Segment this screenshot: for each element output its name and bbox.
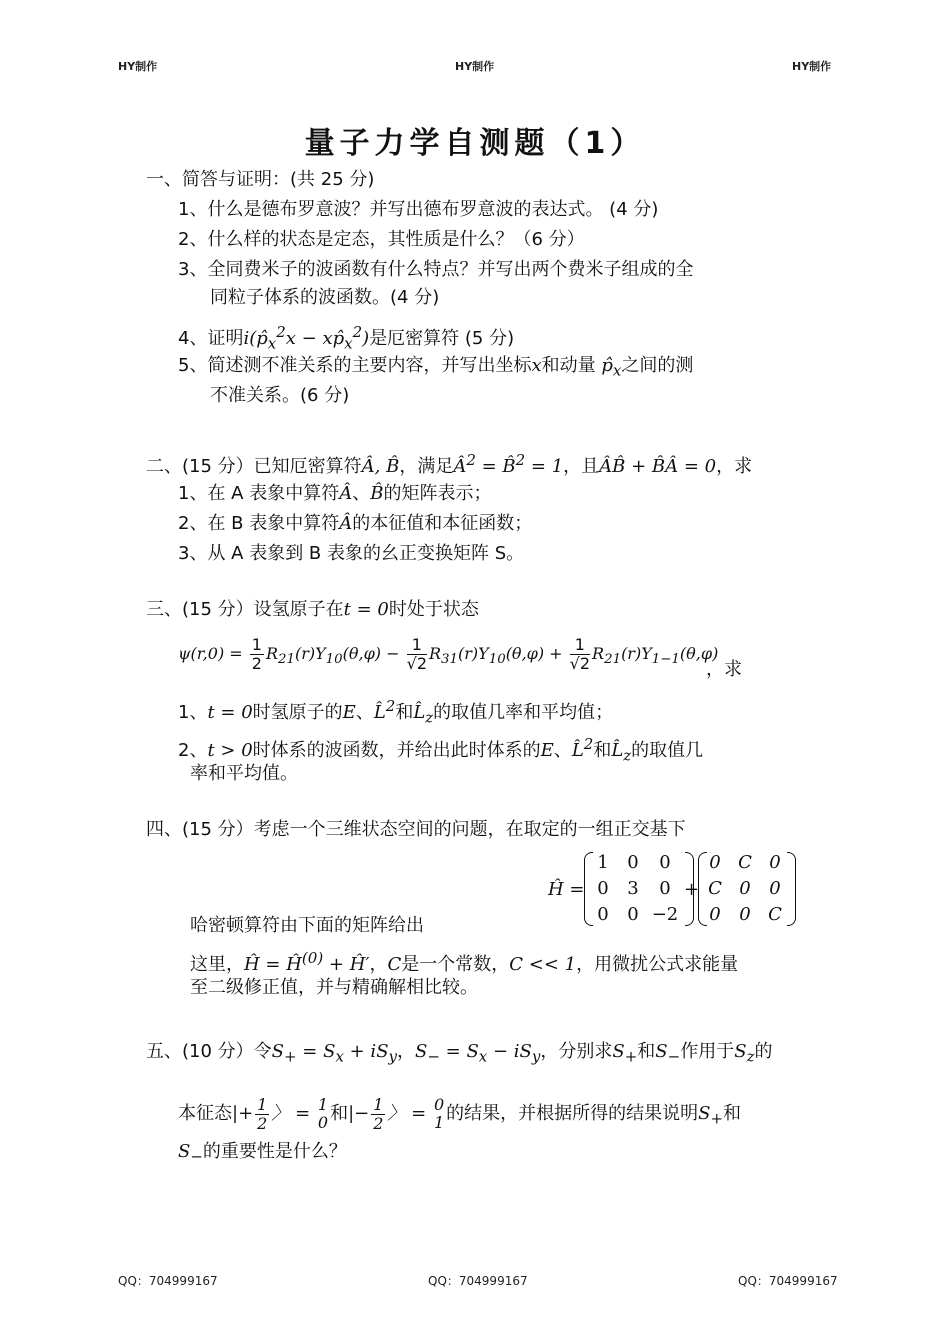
header-left: HY制作 (118, 60, 158, 73)
section4-heading: 四、(15 分）考虑一个三维状态空间的问题，在取定的一组正交基下 (146, 819, 686, 840)
s1-q3-line2: 同粒子体系的波函数。(4 分) (210, 287, 440, 308)
plus-sign: + (684, 879, 700, 900)
ket-minus-half: |− $\frac{1}{2}$ 〉 = 0 1 (348, 1094, 445, 1133)
s3-tail: ，求 (706, 659, 742, 680)
s3-q1-text-e: 的取值几率和平均值； (433, 702, 614, 723)
ket-plus-half: |+ $\frac{1}{2}$ 〉 = 1 0 (232, 1094, 329, 1133)
s3-wavefunction: ψ(r,0) = $\frac{1}{2}$ $R_{21}(r)Y_{10}(\theta,\varphi)$ − $\frac{1}{√2}$ $R_{31}(r)Y_{10}(\theta,\varphi)$ + $\frac{1}{√2}$ $R_{21}(r)Y_{1-1}(\theta,\varphi)$ (178, 635, 719, 673)
header-center: HY制作 (455, 60, 495, 73)
s1-q3-line1: 3、全同费米子的波函数有什么特点？并写出两个费米子组成的全 (178, 259, 694, 280)
s4-text-c1: 这里， (190, 954, 244, 975)
s5-text-h: 和 (330, 1103, 349, 1124)
s1-q5-line2: 不准关系。(6 分) (210, 385, 350, 406)
s3-q2-text-c: 、 (553, 740, 572, 761)
section1-heading: 一、简答与证明：(共 25 分) (146, 169, 375, 190)
s4-text-c3: 是一个常数， (401, 954, 510, 975)
s3-q2-text-e: 的取值几 (631, 740, 704, 761)
s5-text-i: 的结果，并根据所得的结果说明 (446, 1103, 699, 1124)
matrix-perturbation-cell: 0 (709, 904, 721, 925)
matrix-perturbation-cell: C (768, 904, 782, 925)
matrix-perturbation-cell: 0 (769, 878, 781, 899)
footer-left: QQ：704999167 (118, 1274, 218, 1288)
s2-q1: 1、在 A 表象中算符Â、B̂的矩阵表示； (178, 483, 492, 504)
s3-q1-text-a: 1、 (178, 702, 208, 723)
s2-q1-text-b: 、 (352, 483, 371, 504)
s5-text-d: 和 (637, 1041, 656, 1062)
s2-text-a: 二、(15 分）已知厄密算符 (146, 456, 362, 477)
s3-q2-text-d: 和 (593, 740, 612, 761)
s3-q1-text-d: 和 (395, 702, 414, 723)
s1-q5-line1: 5、简述测不准关系的主要内容，并写出坐标x和动量 $p̂_x$之间的测 (178, 355, 694, 380)
hamiltonian-symbol: Ĥ = (548, 879, 585, 900)
matrix-perturbation-cell: C (708, 878, 722, 899)
footer-right: QQ：704999167 (738, 1274, 838, 1288)
s5-text-e: 作用于 (680, 1041, 735, 1062)
footer-center: QQ：704999167 (428, 1274, 528, 1288)
section2-heading: 二、(15 分）已知厄密算符Â, B̂，满足$Â^2$ = B̂$^2$ = 1，且ÂB̂ + B̂Â = 0，求 (146, 451, 753, 477)
s3-q2-text-a: 2、 (178, 740, 208, 761)
matrix-perturbation-cell: 0 (739, 878, 751, 899)
s3-text-a: 三、(15 分）设氢原子在 (146, 599, 344, 620)
s2-q2-text-b: 的本征值和本征函数； (352, 513, 533, 534)
s5-text-g: 本征态 (178, 1103, 232, 1124)
s3-q1: 1、t = 0时氢原子的E、L̂$^2$和$L̂_z$的取值几率和平均值； (178, 697, 614, 727)
s1-q2: 2、什么样的状态是定态，其性质是什么？（6 分） (178, 229, 585, 250)
matrix-perturbation-cell: C (738, 852, 752, 873)
matrix-h0-cell: 0 (627, 904, 639, 925)
s1-q5-text-b: 和动量 (541, 355, 596, 376)
matrix-perturbation-cell: 0 (709, 852, 721, 873)
s3-text-b: 时处于状态 (388, 599, 479, 620)
s1-q4 (178, 320, 514, 356)
s1-q4-text-a: 4、证明 (178, 328, 244, 349)
s2-q2-text-a: 2、在 B 表象中算符 (178, 513, 340, 534)
s5-text-k: 的重要性是什么？ (202, 1141, 347, 1162)
s3-q2-line2: 率和平均值。 (190, 763, 298, 784)
section3-heading: 三、(15 分）设氢原子在t = 0时处于状态 (146, 599, 479, 620)
matrix-h0-cell: 0 (597, 904, 609, 925)
s3-q2-line1: 2、t > 0时体系的波函数，并给出此时体系的E、L̂$^2$和$L̂_z$的取值几 (178, 735, 704, 765)
s2-text-b: ，满足 (399, 456, 454, 477)
matrix-h0-cell: −2 (651, 904, 679, 925)
header-right: HY制作 (792, 60, 832, 73)
matrix-perturbation-cell: 0 (769, 852, 781, 873)
s1-q5-text-c: 之间的测 (621, 355, 694, 376)
matrix-perturbation (698, 852, 796, 924)
s5-text-b: ， (397, 1041, 416, 1062)
s2-text-d: ，求 (716, 456, 753, 477)
matrix-h0-cell: 0 (627, 852, 639, 873)
s5-text-a: 五、(10 分）令 (146, 1041, 272, 1062)
matrix-h0-cell: 0 (659, 852, 671, 873)
s5-text-j: 和 (723, 1103, 742, 1124)
s5-text-f: 的 (754, 1041, 773, 1062)
s2-q1-text-a: 1、在 A 表象中算符 (178, 483, 340, 504)
s3-q2-text-b: 时体系的波函数，并给出此时体系的 (252, 740, 541, 761)
s2-q3: 3、从 A 表象到 B 表象的幺正变换矩阵 S。 (178, 543, 525, 564)
s4-line4: 至二级修正值，并与精确解相比较。 (190, 977, 478, 998)
s5-line2: 本征态|+ $\frac{1}{2}$ 〉 = 1 0 和|− $\frac{1}{2}$ 〉 = 0 1 的结果，并根据所得的结果说明$S_+$和 (178, 1090, 741, 1146)
s1-q5-text-a: 5、简述测不准关系的主要内容，并写出坐标 (178, 355, 532, 376)
s2-text-c: ，且 (563, 456, 600, 477)
s1-q4-formula: $i(p̂_x^2x$ − $xp̂_x^2$) (243, 323, 370, 353)
s5-line3: $S_-$的重要性是什么？ (178, 1141, 347, 1166)
s4-line3: 这里，Ĥ = $Ĥ^{(0)}$ + Ĥ′，C是一个常数，C << 1，用微扰公式求能量 (190, 949, 739, 975)
s5-text-c: ，分别求 (540, 1041, 613, 1062)
s1-q4-text-b: 是厄密算符 (5 分) (369, 328, 515, 349)
matrix-h0-cell: 0 (659, 878, 671, 899)
s3-q1-text-c: 、 (355, 702, 374, 723)
s2-q2: 2、在 B 表象中算符Â的本征值和本征函数； (178, 513, 533, 534)
matrix-h0 (584, 852, 694, 924)
s1-q1: 1、什么是德布罗意波？并写出德布罗意波的表达式。 (4 分) (178, 199, 659, 220)
page-title: 量子力学自测题（1） (304, 126, 646, 161)
s3-q1-text-b: 时氢原子的 (252, 702, 343, 723)
s2-q1-text-c: 的矩阵表示； (383, 483, 492, 504)
s4-line2: 哈密顿算符由下面的矩阵给出 (190, 915, 424, 936)
section5-heading: 五、(10 分）令$S_+ = S_x + iS_y$，$S_- = S_x - iS_y$，分别求$S_+$和$S_-$作用于$S_z$的 (146, 1041, 773, 1066)
s4-text-c4: ，用微扰公式求能量 (576, 954, 739, 975)
matrix-h0-cell: 3 (627, 878, 639, 899)
matrix-h0-cell: 1 (597, 852, 609, 873)
matrix-perturbation-cell: 0 (739, 904, 751, 925)
s4-text-c2: ， (369, 954, 388, 975)
matrix-h0-cell: 0 (597, 878, 609, 899)
